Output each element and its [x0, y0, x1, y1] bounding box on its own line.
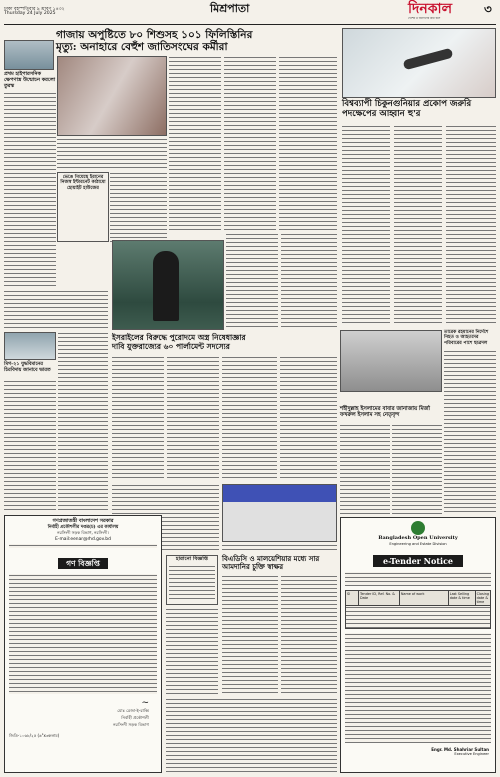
drone-photo	[4, 40, 54, 70]
tender-notice	[340, 517, 496, 773]
date-english: Thursday 24 July 2025	[4, 11, 56, 16]
notice-title: গণ বিজ্ঞপ্তি	[58, 558, 108, 569]
tender-col-last: Last Selling date & time	[449, 591, 476, 605]
lost-headline: হারানো বিজ্ঞপ্তি	[175, 556, 209, 562]
gaza-body-col5	[281, 233, 337, 330]
side-box-headline: ভেঙে গিয়েছে ইরানের নিজস্ব ইন্টারনেট কাঠামো হোয়াইট হাউজের	[60, 175, 106, 191]
mig-body-col2	[58, 332, 108, 512]
notice-signature: ~	[141, 697, 149, 708]
notice-signer-office: নরসিংদী সড়ক বিভাগ	[113, 721, 149, 727]
brand-tagline: দেশের ও জনগণের কথা বলে	[408, 16, 441, 21]
masthead-rule	[4, 24, 496, 25]
chikungunya-body-col1	[342, 125, 390, 325]
speaker-figure	[153, 251, 179, 321]
tender-signer-role: Executive Engineer	[454, 751, 489, 756]
small-ad	[166, 608, 218, 695]
bnp-headline: বিএডিসি ও মালয়েশিয়ার মধ্যে সার আমদানির চুক্তি স্বাক্ষর	[222, 554, 320, 572]
tender-title: e-Tender Notice	[373, 555, 463, 567]
mig-body	[4, 380, 56, 512]
israel-headline-line1: ইসরাইলের বিরুদ্ধে পুরোদমে অস্ত্র নিষেধাজ্ঞার	[112, 333, 246, 342]
bnp-body-col1	[222, 575, 278, 695]
shohid-headline: শহীদুল্লাহ ইসলামের বাবার জানাজায় মির্জা ফখরুল ইসলাম সহ নেতৃবৃন্দ	[340, 406, 430, 419]
masthead	[0, 0, 500, 26]
drone-headline: প্রথম হাইপারসনিক ক্ষেপণাস্ত্র উন্মোচন করলো তুরস্ক	[4, 71, 56, 89]
notice-signer: মোঃ রেজা-ই-রাব্বি	[117, 707, 149, 713]
tender-signer: Engr. Md. Shahriar Sultan	[431, 746, 489, 752]
notice-email: E-mail:eenar@rhd.gov.bd	[55, 536, 111, 542]
mosquito-photo	[342, 28, 496, 98]
mig-photo	[4, 332, 56, 360]
drone-body	[4, 92, 56, 287]
tender-table-header	[346, 591, 490, 606]
gaza-body-under-photo	[57, 138, 167, 168]
gaza-headline-line1: গাজায় অপুষ্টিতে ৮০ শিশুসহ ১০১ ফিলিস্তিনির	[56, 29, 253, 41]
brand-logo	[408, 1, 478, 23]
chikungunya-body-col3	[446, 125, 496, 325]
section-title: মিশ্রপাতা	[210, 2, 250, 15]
tender-terms	[345, 633, 491, 743]
israel-body-col1	[112, 356, 164, 481]
bnp-body-col2	[281, 575, 337, 695]
mig-headline: মিগ-২১ যুদ্ধবিমানের চিরবিদায় জানাবে ভারত	[4, 361, 51, 373]
gaza-headline	[56, 29, 336, 53]
israel-body-col3	[222, 356, 277, 481]
janaza-caption	[340, 393, 442, 403]
brand-name: দিনকাল	[408, 1, 453, 17]
left-col-body-mid	[4, 290, 108, 330]
tender-intro	[345, 572, 491, 586]
gaza-body-col3	[279, 56, 337, 231]
gaza-body-col4	[226, 233, 278, 330]
shohid-body-col1	[340, 424, 390, 514]
shohid-body-col2	[392, 424, 442, 514]
tender-dept: Engineering and Estate Division	[389, 541, 447, 546]
conference-photo	[222, 484, 337, 542]
tender-university: Bangladesh Open University	[378, 535, 458, 541]
date-bangla: ঢাকা বৃহস্পতিবার ৯ শ্রাবণ ১৪৩২	[4, 7, 65, 12]
parliament-photo	[112, 240, 224, 330]
gaza-body-col2	[224, 56, 276, 231]
gaza-headline-line2: মৃত্যু: অনাহারে বেহুঁশ জাতিসংঘের কর্মীরা	[56, 41, 228, 54]
notice-header1: গণপ্রজাতন্ত্রী বাংলাদেশ সরকার	[52, 518, 114, 524]
side-box	[57, 172, 109, 242]
notice-ref: জিডি-১০৬৮/২৫ (৬"x৩কলাম)	[9, 732, 60, 738]
tender-table-row	[346, 606, 490, 628]
chikungunya-headline: বিশ্বব্যাপী চিকুনগুনিয়ার প্রকোপ জরুরি পদক্ষেপের আহ্বান হু'র	[342, 99, 472, 119]
child-photo	[57, 56, 167, 136]
tender-col-id: Tender ID, Ref. No. & Date	[359, 591, 400, 605]
israel-headline-line2: দাবি যুক্তরাজ্যের ৬০ পার্লামেন্ট সদস্যের	[112, 341, 230, 351]
tender-col-name: Name of work	[400, 591, 449, 605]
tender-col-sl: Sl	[346, 591, 359, 605]
conference-caption	[222, 544, 337, 552]
notice-body	[9, 574, 157, 694]
bottom-middle-body	[166, 698, 337, 772]
israel-headline	[112, 334, 337, 351]
chikungunya-body-col2	[394, 125, 442, 325]
tareq-headline: তারেক রহমানের নির্দেশে নিহত ও আহতদের পরিবারের পাশে ছাত্রদল	[444, 330, 489, 346]
gaza-body-col1	[169, 56, 221, 231]
mosquito-body	[403, 48, 454, 71]
side-box-body	[110, 172, 167, 242]
notice-signer-role: নির্বাহী প্রকৌশলী	[121, 714, 149, 720]
lost-body	[169, 565, 215, 599]
notice-header3: নরসিংদী সড়ক বিভাগ, নরসিংদী।	[57, 529, 109, 535]
janaza-photo	[340, 330, 442, 392]
tareq-body	[444, 350, 496, 515]
public-notice	[4, 515, 162, 773]
tender-col-closing: Closing date & time	[476, 591, 490, 604]
lost-notice	[166, 555, 218, 605]
notice-header2: নির্বাহী প্রকৌশলীর দপ্তর(চ) এর কার্যালয়	[47, 524, 119, 530]
page-number: ৩	[484, 2, 492, 16]
israel-body-col4	[280, 356, 337, 481]
tender-table	[345, 590, 491, 629]
notice-ref-line	[9, 544, 157, 548]
israel-body-col2	[167, 356, 219, 481]
tender-logo	[411, 521, 425, 535]
